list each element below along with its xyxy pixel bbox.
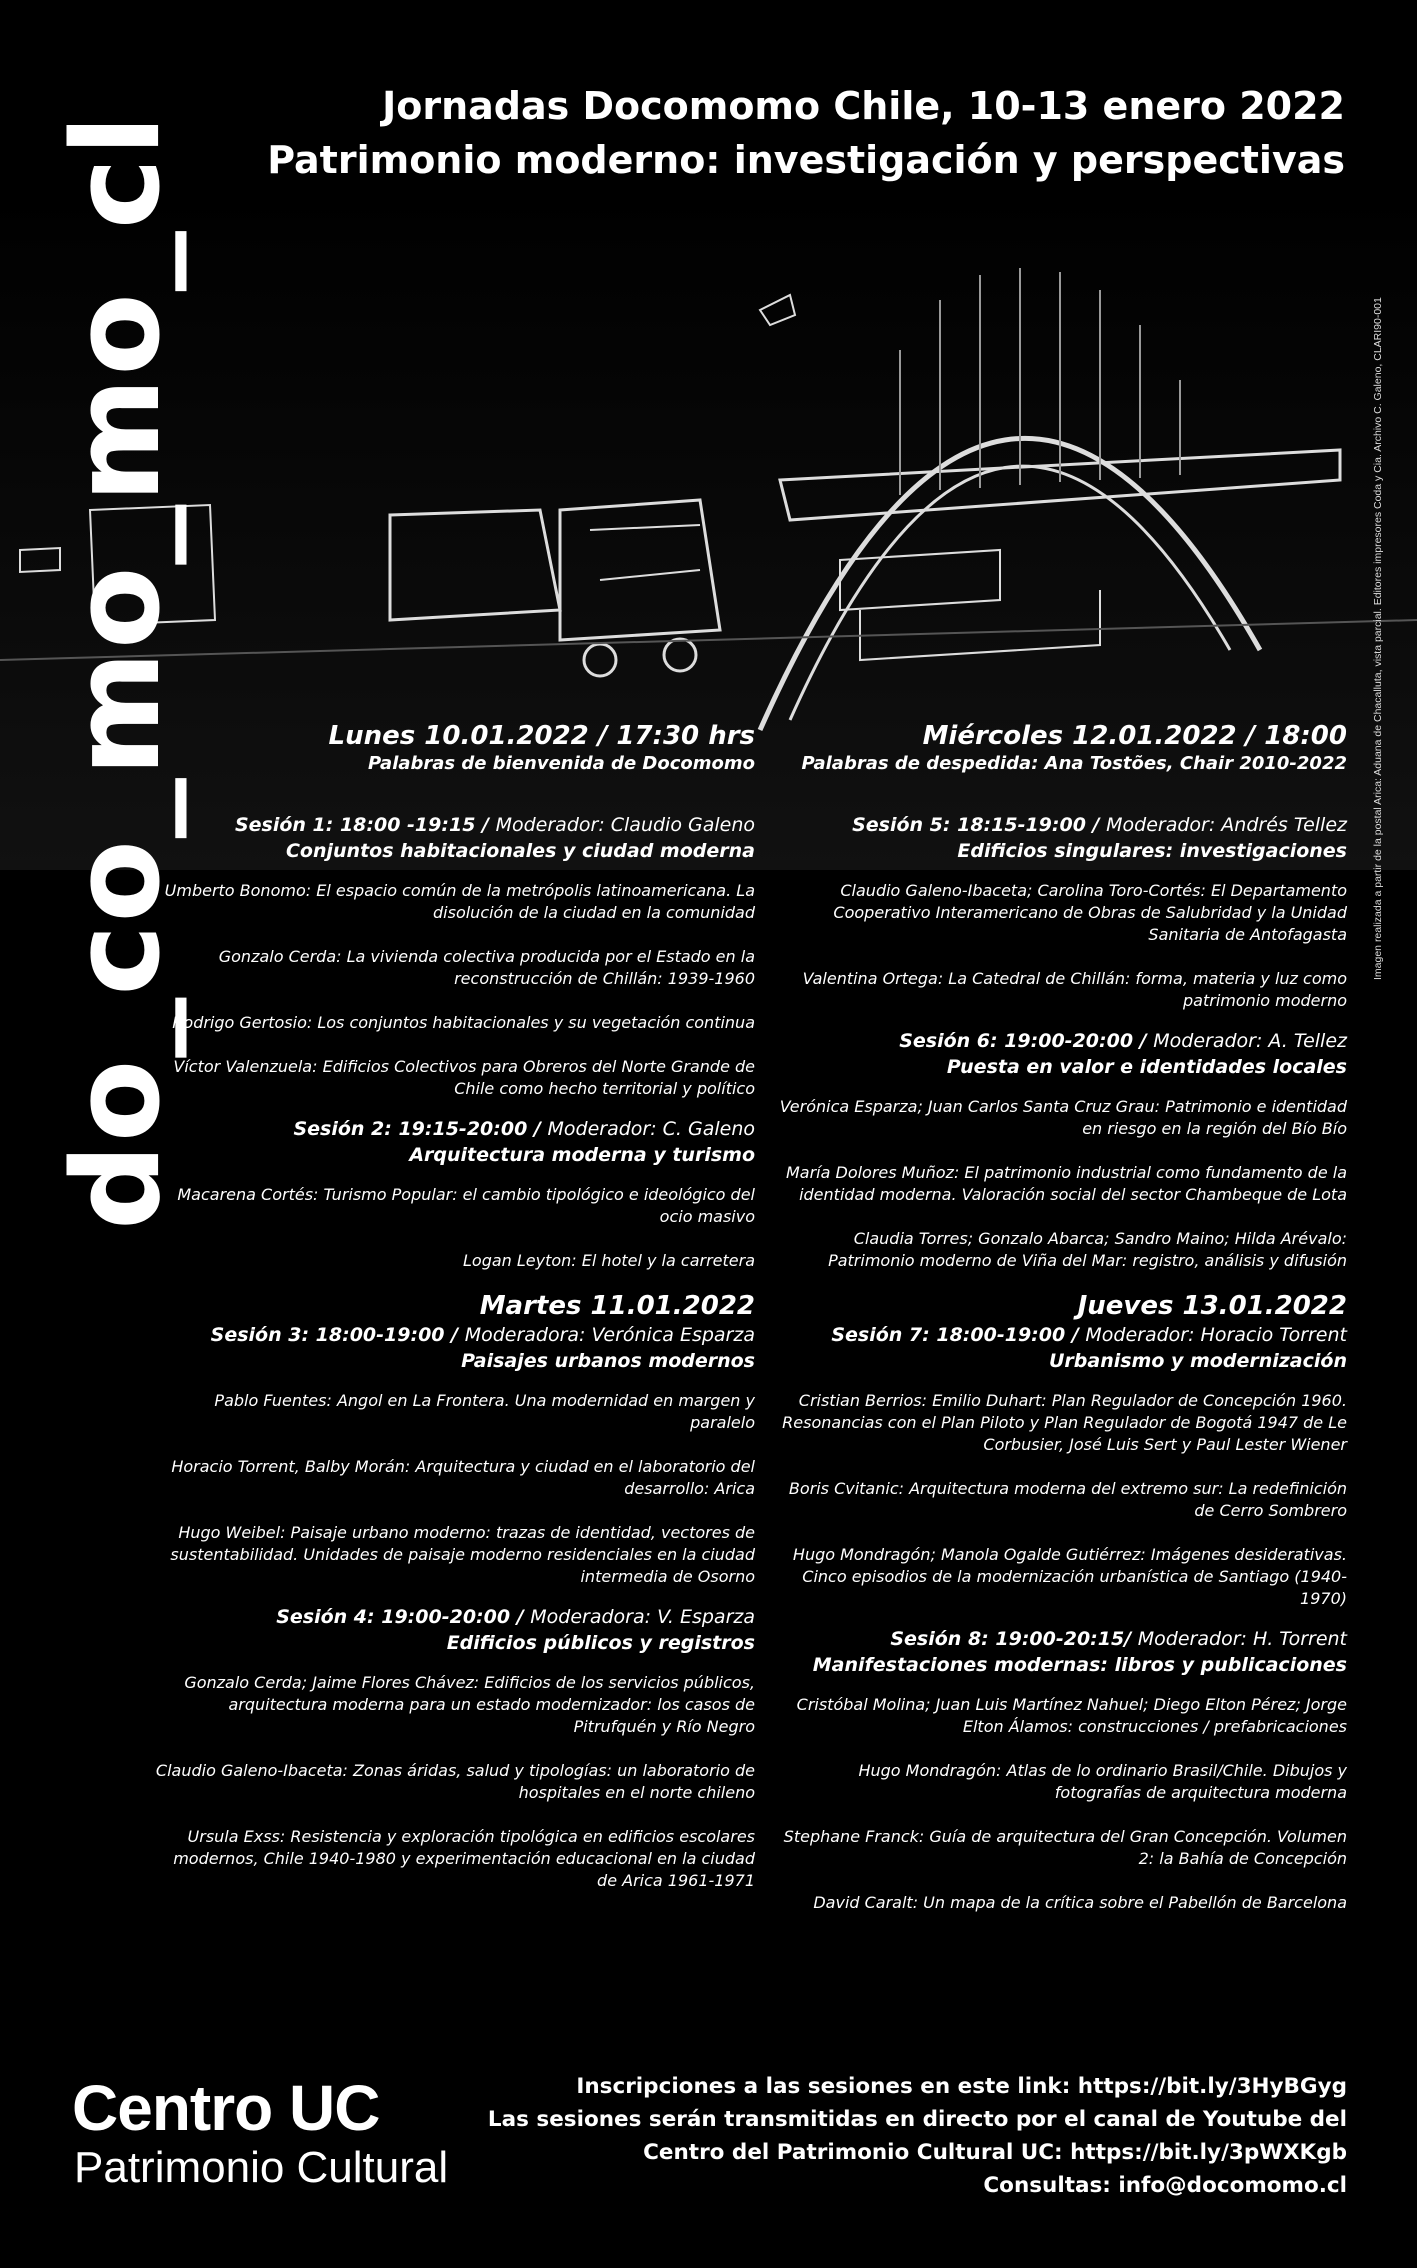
- session-4-title: Edificios públicos y registros: [446, 1632, 755, 1654]
- talk-item: Hugo Mondragón: Atlas de lo ordinario Brasil/Chile. Dibujos y fotografías de arquitectura moderna: [858, 1761, 1347, 1802]
- stream-line: Las sesiones serán transmitidas en directo por el canal de Youtube del: [487, 2107, 1347, 2132]
- talk-item: Boris Cvitanic: Arquitectura moderna del extremo sur: La redefinición de Cerro Sombrero: [788, 1479, 1347, 1520]
- session-moderator: Moderador: Andrés Tellez: [1106, 814, 1347, 836]
- day-tuesday: Martes 11.01.2022: [479, 1291, 755, 1321]
- day-monday: Lunes 10.01.2022 / 17:30 hrs: [328, 721, 755, 751]
- session-5-title: Edificios singulares: investigaciones: [957, 840, 1347, 862]
- talk-item: Claudio Galeno-Ibaceta; Carolina Toro-Cortés: El Departamento Cooperativo Interamericano de Obras de Salubridad y la Unidad Sanitaria de Antofagasta: [833, 881, 1347, 944]
- session-moderator: Moderadora: Verónica Esparza: [464, 1324, 755, 1346]
- session-time: Sesión 7: 18:00-19:00 /: [831, 1324, 1086, 1346]
- talk-item: Gonzalo Cerda; Jaime Flores Chávez: Edificios de los servicios públicos, arquitectura moderna para un estado modernizador: los casos de Pitrufquén y Río Negro: [184, 1673, 755, 1736]
- event-subtitle: Patrimonio moderno: investigación y perspectivas: [267, 138, 1345, 182]
- session-moderator: Moderador: A. Tellez: [1153, 1030, 1347, 1052]
- footer-info: [488, 2070, 1347, 2202]
- talk-item: Hugo Mondragón; Manola Ogalde Gutiérrez: Imágenes desiderativas. Cinco episodios de la modernización urbanística de Santiago (1940-1970): [792, 1545, 1347, 1608]
- talk-item: Pablo Fuentes: Angol en La Frontera. Una modernidad en margen y paralelo: [214, 1391, 755, 1432]
- session-moderator: Moderador: Claudio Galeno: [495, 814, 755, 836]
- session-moderator: Moderador: Horacio Torrent: [1085, 1324, 1347, 1346]
- session-time: Sesión 6: 19:00-20:00 /: [899, 1030, 1154, 1052]
- talk-item: Cristóbal Molina; Juan Luis Martínez Nahuel; Diego Elton Pérez; Jorge Elton Álamos: construcciones / prefabricaciones: [796, 1695, 1347, 1736]
- session-moderator: Moderador: H. Torrent: [1137, 1628, 1347, 1650]
- session-8-header: [775, 1626, 1347, 1652]
- session-moderator: Moderadora: V. Esparza: [530, 1606, 755, 1628]
- registration-line: Inscripciones a las sesiones en este link: https://bit.ly/3HyBGyg: [576, 2074, 1347, 2099]
- session-1-title: Conjuntos habitacionales y ciudad moderna: [285, 840, 755, 862]
- talk-item: Valentina Ortega: La Catedral de Chillán: forma, materia y luz como patrimonio moderno: [802, 969, 1347, 1010]
- talk-item: Ursula Exss: Resistencia y exploración tipológica en edificios escolares modernos, Chile 1940-1980 y experimentación educacional en la ciudad de Arica 1961-1971: [173, 1827, 755, 1890]
- talk-item: Logan Leyton: El hotel y la carretera: [462, 1251, 755, 1270]
- image-credit: Imagen realizada a partir de la postal Arica: Aduana de Chacalluta, vista parcial. Editores impresores Coda y Cia. Archivo C. Galeno, CLARI90-001: [1372, 297, 1384, 980]
- day-thursday: Jueves 13.01.2022: [1077, 1291, 1347, 1321]
- session-time: Sesión 4: 19:00-20:00 /: [276, 1606, 531, 1628]
- session-moderator: Moderador: C. Galeno: [547, 1118, 755, 1140]
- talk-item: David Caralt: Un mapa de la crítica sobre el Pabellón de Barcelona: [813, 1893, 1347, 1912]
- program-right-column: [775, 720, 1347, 1914]
- talk-item: Umberto Bonomo: El espacio común de la metrópolis latinoamericana. La disolución de la ciudad en la comunidad: [164, 881, 755, 922]
- talk-item: Stephane Franck: Guía de arquitectura del Gran Concepción. Volumen 2: la Bahía de Concepción: [783, 1827, 1347, 1868]
- session-time: Sesión 8: 19:00-20:15/: [890, 1628, 1138, 1650]
- session-time: Sesión 1: 18:00 -19:15 /: [234, 814, 496, 836]
- talk-item: Claudia Torres; Gonzalo Abarca; Sandro Maino; Hilda Arévalo: Patrimonio moderno de Viña del Mar: registro, análisis y difusión: [828, 1229, 1347, 1270]
- talk-item: Macarena Cortés: Turismo Popular: el cambio tipológico e ideológico del ocio masivo: [177, 1185, 755, 1226]
- monday-welcome: Palabras de bienvenida de Docomomo: [368, 753, 755, 774]
- session-4-header: [150, 1604, 755, 1630]
- day-wednesday: Miércoles 12.01.2022 / 18:00: [922, 721, 1347, 751]
- session-2-header: [150, 1116, 755, 1142]
- talk-item: Hugo Weibel: Paisaje urbano moderno: trazas de identidad, vectores de sustentabilidad. Unidades de paisaje moderno residenciales en la ciudad intermedia de Osorno: [170, 1523, 755, 1586]
- wednesday-farewell: Palabras de despedida: Ana Tostões, Chair 2010-2022: [801, 753, 1347, 774]
- talk-item: Víctor Valenzuela: Edificios Colectivos para Obreros del Norte Grande de Chile como hecho territorial y político: [173, 1057, 755, 1098]
- talk-item: Gonzalo Cerda: La vivienda colectiva producida por el Estado en la reconstrucción de Chillán: 1939-1960: [218, 947, 755, 988]
- session-7-header: [775, 1322, 1347, 1348]
- session-1-header: [150, 812, 755, 838]
- program-left-column: [150, 720, 755, 1892]
- session-6-title: Puesta en valor e identidades locales: [946, 1056, 1347, 1078]
- session-8-title: Manifestaciones modernas: libros y publicaciones: [812, 1654, 1347, 1676]
- session-3-header: [150, 1322, 755, 1348]
- session-time: Sesión 2: 19:15-20:00 /: [293, 1118, 548, 1140]
- session-6-header: [775, 1028, 1347, 1054]
- centro-uc-logo: Centro UC: [72, 2072, 380, 2144]
- talk-item: Claudio Galeno-Ibaceta: Zonas áridas, salud y tipologías: un laboratorio de hospitales en el norte chileno: [155, 1761, 755, 1802]
- centro-uc-subtitle: Patrimonio Cultural: [74, 2143, 449, 2192]
- youtube-line: Centro del Patrimonio Cultural UC: https://bit.ly/3pWXKgb: [643, 2140, 1347, 2165]
- talk-item: María Dolores Muñoz: El patrimonio industrial como fundamento de la identidad moderna. Valoración social del sector Chambeque de Lota: [785, 1163, 1347, 1204]
- session-5-header: [775, 812, 1347, 838]
- talk-item: Rodrigo Gertosio: Los conjuntos habitacionales y su vegetación continua: [172, 1013, 755, 1032]
- session-time: Sesión 3: 18:00-19:00 /: [210, 1324, 465, 1346]
- session-7-title: Urbanismo y modernización: [1048, 1350, 1347, 1372]
- talk-item: Cristian Berrios: Emilio Duhart: Plan Regulador de Concepción 1960. Resonancias con el Plan Piloto y Plan Regulador de Bogotá 1947 de Le Corbusier, José Luis Sert y Paul Lester Wiener: [782, 1391, 1347, 1454]
- session-time: Sesión 5: 18:15-19:00 /: [852, 814, 1107, 836]
- talk-item: Horacio Torrent, Balby Morán: Arquitectura y ciudad en el laboratorio del desarrollo: Arica: [171, 1457, 755, 1498]
- event-title: Jornadas Docomomo Chile, 10-13 enero 2022: [382, 84, 1345, 128]
- talk-item: Verónica Esparza; Juan Carlos Santa Cruz Grau: Patrimonio e identidad en riesgo en la región del Bío Bío: [779, 1097, 1347, 1138]
- docomomo-logo: do_co_mo_mo_cl: [48, 112, 187, 1230]
- session-2-title: Arquitectura moderna y turismo: [409, 1144, 755, 1166]
- contact-line: Consultas: info@docomomo.cl: [983, 2173, 1347, 2198]
- session-3-title: Paisajes urbanos modernos: [461, 1350, 755, 1372]
